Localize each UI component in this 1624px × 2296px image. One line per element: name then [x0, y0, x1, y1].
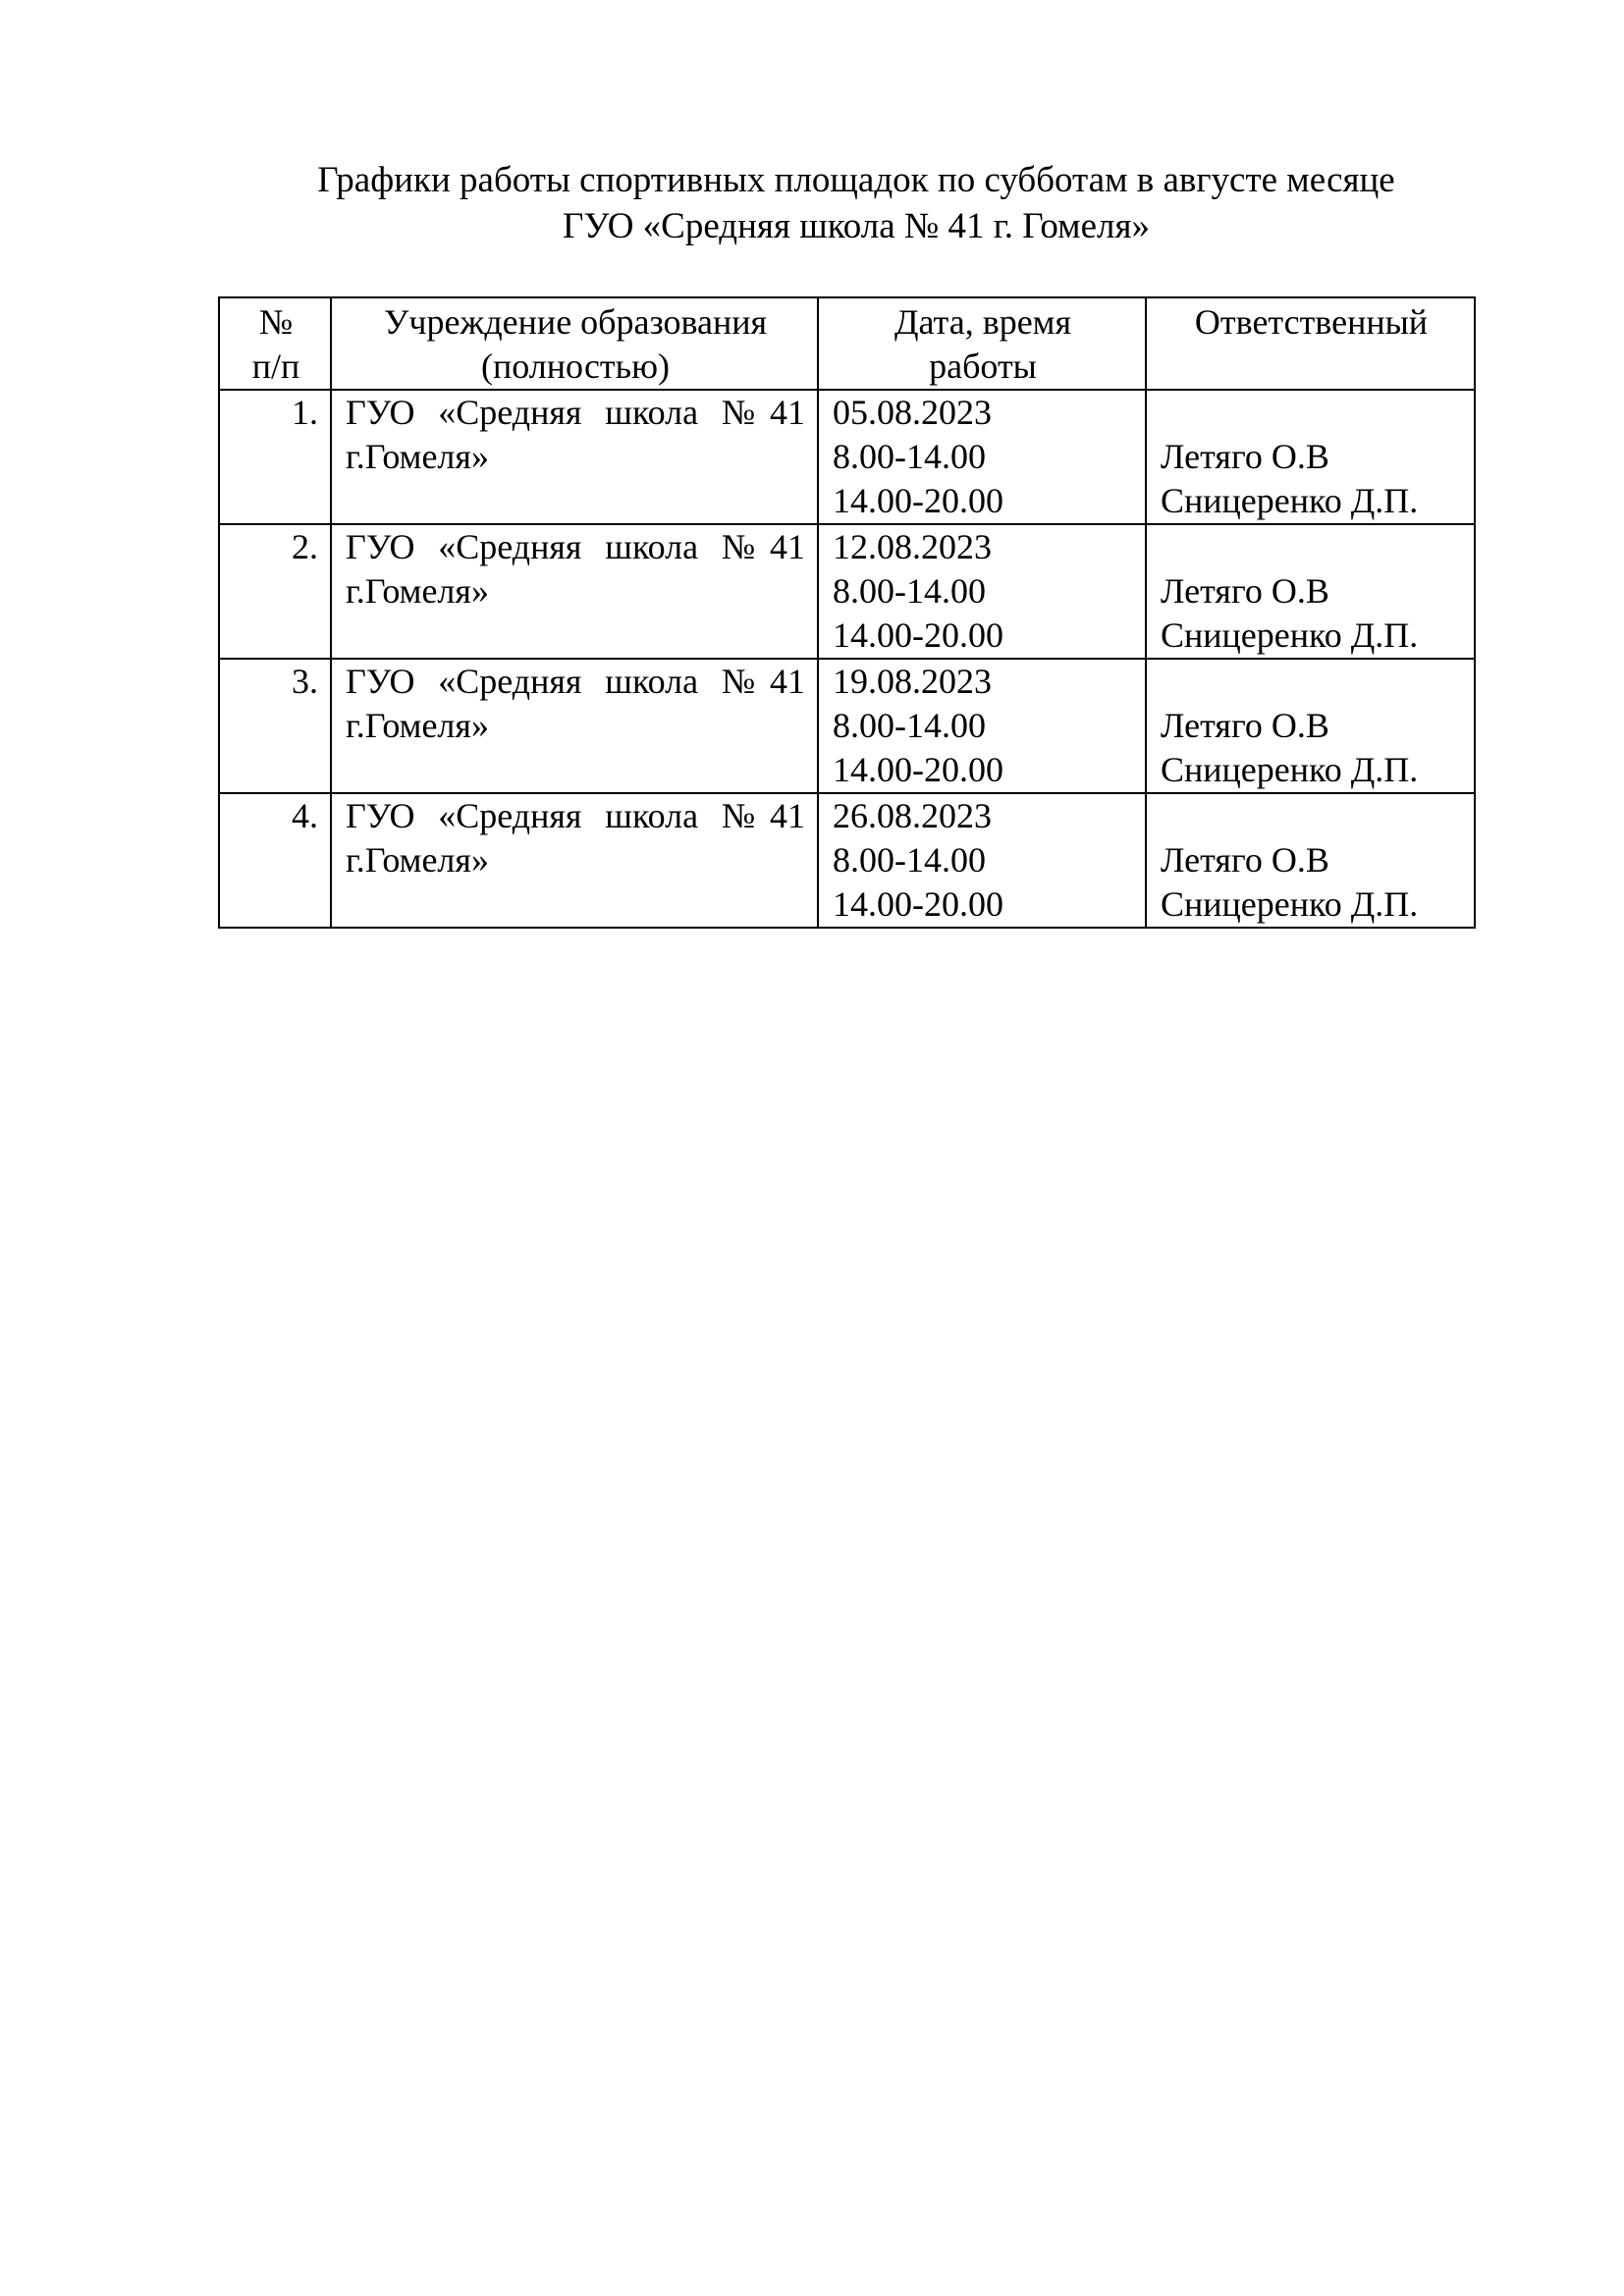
cell-date-time: 26.08.2023 8.00-14.00 14.00-20.00 — [818, 793, 1146, 928]
table-row — [219, 524, 1475, 659]
header-responsible: Ответственный — [1146, 297, 1475, 390]
cell-num: 4. — [219, 793, 331, 928]
table-header-row — [219, 297, 1475, 390]
cell-num: 2. — [219, 524, 331, 659]
cell-responsible: Летяго О.В Сницеренко Д.П. — [1146, 524, 1475, 659]
table-row — [219, 793, 1475, 928]
cell-responsible: Летяго О.В Сницеренко Д.П. — [1146, 659, 1475, 793]
title-line-2: ГУО «Средняя школа № 41 г. Гомеля» — [562, 206, 1151, 246]
header-num: № п/п — [219, 297, 331, 390]
cell-institution: ГУО «Средняя школа №41 г.Гомеля» — [331, 659, 818, 793]
title-line-1: Графики работы спортивных площадок по субботам в августе месяце — [317, 160, 1395, 200]
cell-date-time: 12.08.2023 8.00-14.00 14.00-20.00 — [818, 524, 1146, 659]
header-date: Дата, время работы — [818, 297, 1146, 390]
table-row — [219, 390, 1475, 524]
cell-institution: ГУО «Средняя школа №41 г.Гомеля» — [331, 793, 818, 928]
cell-num: 3. — [219, 659, 331, 793]
cell-institution: ГУО «Средняя школа №41 г.Гомеля» — [331, 390, 818, 524]
cell-institution: ГУО «Средняя школа №41 г.Гомеля» — [331, 524, 818, 659]
schedule-table — [218, 296, 1476, 929]
cell-responsible: Летяго О.В Сницеренко Д.П. — [1146, 390, 1475, 524]
table-row — [219, 659, 1475, 793]
cell-responsible: Летяго О.В Сницеренко Д.П. — [1146, 793, 1475, 928]
cell-date-time: 19.08.2023 8.00-14.00 14.00-20.00 — [818, 659, 1146, 793]
cell-num: 1. — [219, 390, 331, 524]
cell-date-time: 05.08.2023 8.00-14.00 14.00-20.00 — [818, 390, 1146, 524]
document-title — [218, 157, 1494, 249]
header-institution: Учреждение образования (полностью) — [331, 297, 818, 390]
